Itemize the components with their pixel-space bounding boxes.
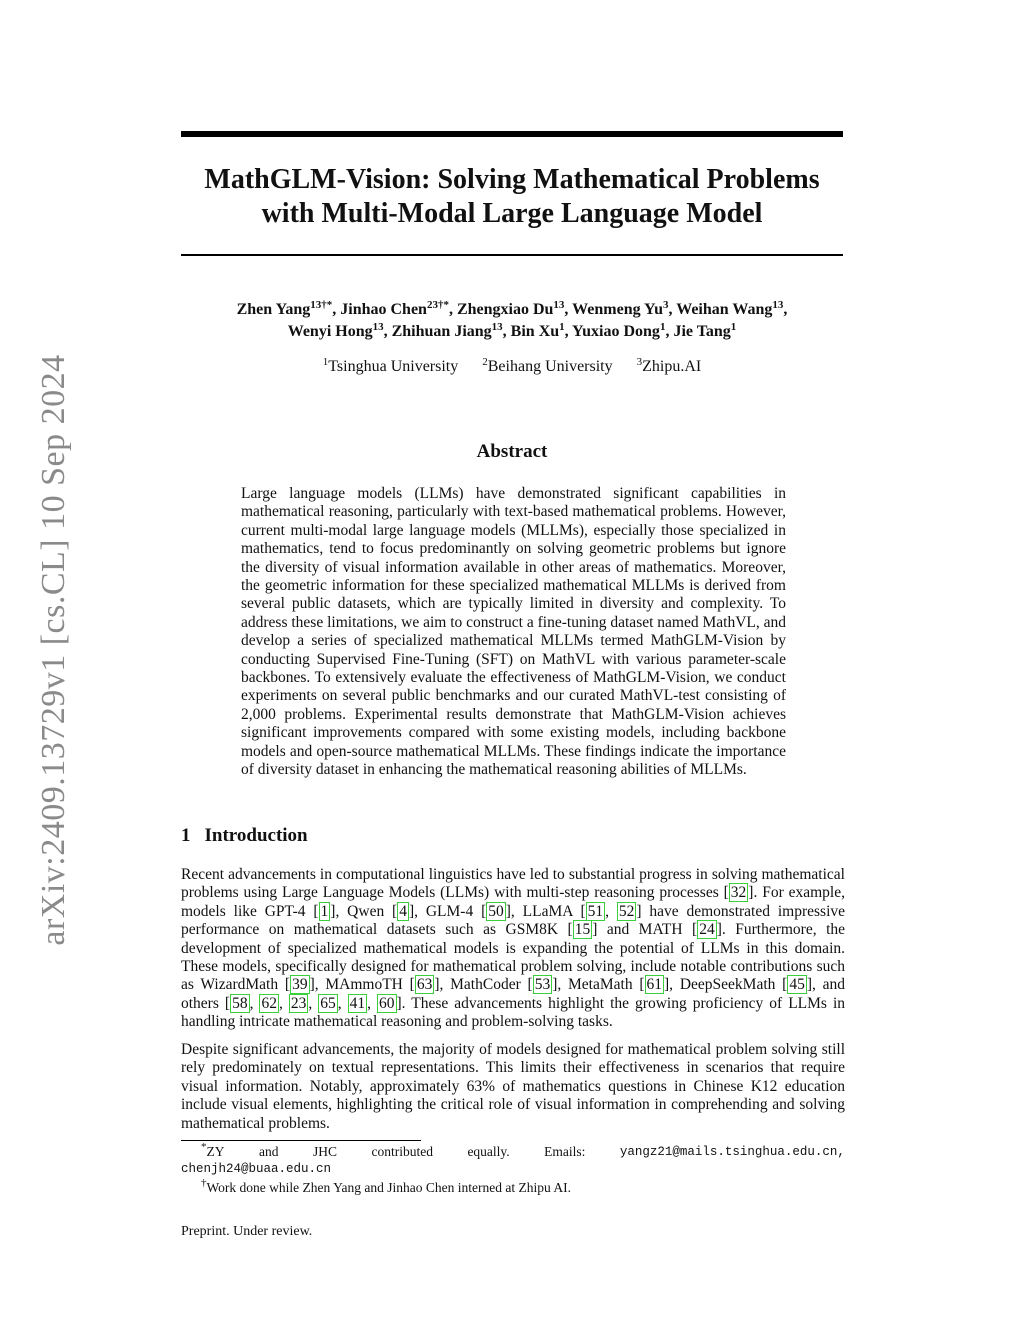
citation-link[interactable]: 32 — [730, 884, 747, 902]
author-sup: 13†* — [310, 299, 333, 311]
citation-link[interactable]: 4 — [399, 902, 407, 920]
email-link[interactable]: yangz21@mails.tsinghua.edu.cn, — [619, 1145, 845, 1159]
paper-title — [181, 163, 843, 231]
citation-link[interactable]: 39 — [292, 976, 308, 994]
paragraph-text: ]. For example, models like GPT-4 [ — [181, 884, 845, 920]
paragraph-text: Recent advancements in computational linguistics have led to substantial progress in solving mathematical problems using Large Language Models (LLMs) with multi-step reasoning processes [ — [181, 866, 845, 902]
author-sup: 13 — [772, 299, 784, 311]
author-name: Zhihuan Jiang — [391, 323, 492, 340]
citation-link[interactable]: 24 — [699, 921, 715, 939]
title-rule-top — [181, 131, 843, 137]
citation-link[interactable]: 58 — [232, 994, 248, 1012]
citation-link[interactable]: 51 — [587, 902, 604, 920]
author-line-1: Zhen Yang$^{13\dagger*}$, Jinhao Chen$^{23\dagger*}$, Zhengxiao Du$^{13}$, Wenmeng Yu$^3$, Weihan Wang$^{13}$, — [236, 299, 788, 318]
paragraph-text: ], Qwen [ — [330, 902, 398, 920]
footnote-word: Emails: — [544, 1144, 586, 1159]
author-name: Zhengxiao Du — [456, 301, 554, 318]
paragraph-text: , — [249, 994, 260, 1012]
author-sup: 1 — [659, 321, 666, 333]
footnote-mark: * — [201, 1141, 207, 1153]
author-sup: 3 — [662, 299, 669, 311]
abstract-heading: Abstract — [476, 441, 548, 462]
footnote-2 — [181, 1177, 865, 1197]
email-link[interactable]: chenjh24@buaa.edu.cn — [181, 1161, 332, 1176]
author-sup: 1 — [559, 321, 565, 333]
author-name: Jie Tang — [673, 323, 731, 340]
affiliation — [637, 358, 702, 375]
author-sup: 23†* — [426, 299, 449, 311]
citation-link[interactable]: 65 — [320, 994, 336, 1012]
footnote-word: ZY — [206, 1144, 225, 1159]
citation-link[interactable]: 41 — [349, 994, 366, 1012]
footnote-word: and — [258, 1144, 279, 1159]
paragraph-text: , — [278, 994, 289, 1012]
citation-link[interactable]: 52 — [618, 902, 635, 920]
author-sup: 13 — [553, 299, 565, 311]
author-name: Zhen Yang — [236, 301, 311, 318]
paragraph-text: , — [605, 902, 617, 920]
section-heading — [181, 825, 308, 847]
paragraph-text: ], MetaMath [ — [552, 976, 645, 994]
paragraph-text: , — [337, 994, 348, 1012]
author-list — [181, 299, 843, 343]
intro-paragraph-1 — [181, 866, 845, 1032]
citation-link[interactable]: 61 — [646, 976, 663, 994]
author-name: Wenmeng Yu — [572, 301, 663, 318]
paragraph-text: ], DeepSeekMath [ — [664, 976, 788, 994]
citation-link[interactable]: 60 — [379, 994, 395, 1012]
paragraph-text: ], MathCoder [ — [434, 976, 533, 994]
affiliation-name: Beihang University — [487, 358, 613, 375]
paragraph-text: ], LLaMA [ — [505, 902, 586, 920]
citation-link[interactable]: 23 — [290, 994, 307, 1012]
section-number: 1 — [181, 825, 191, 846]
section-title: Introduction — [204, 825, 308, 846]
citation-link[interactable]: 50 — [488, 902, 504, 920]
author-name: Weihan Wang — [676, 301, 773, 318]
title-line-2: with Multi-Modal Large Language Model — [261, 198, 763, 229]
citation-link[interactable]: 63 — [416, 976, 433, 994]
title-rule-bottom — [181, 254, 843, 256]
author-sup: 1 — [730, 321, 737, 333]
paragraph-text: , — [367, 994, 378, 1012]
author-sup: 13 — [491, 321, 503, 333]
affiliation-name: Zhipu.AI — [642, 358, 702, 375]
footnote-word: contributed — [371, 1144, 433, 1159]
citation-link[interactable]: 15 — [574, 921, 591, 939]
citation-link[interactable]: 45 — [789, 976, 805, 994]
author-name: Yuxiao Dong — [572, 323, 660, 340]
arxiv-identifier: arXiv:2409.13729v1 [cs.CL] 10 Sep 2024 — [35, 354, 72, 946]
abstract-body: Large language models (LLMs) have demonstrated significant capabilities in mathematical reasoning, particularly with text-based mathematical problems. However, current multi-modal large language models (MLLMs), especially those specialized in mathematics, tend to focus predominantly on solving geometric problems but ignore the diversity of visual information available in other areas of mathematics. Moreover, the geometric information for these specialized mathematical MLLMs is derived from several public datasets, which are typically limited in diversity and complexity. To address these limitations, we aim to construct a fine-tuning dataset named MathVL, and develop a series of specialized mathematical MLLMs termed MathGLM-Vision by conducting Supervised Fine-Tuning (SFT) on MathVL with various parameter-scale backbones. To extensively evaluate the effectiveness of MathGLM-Vision, we conduct experiments on several public benchmarks and our curated MathVL-test consisting of 2,000 problems. Experimental results demonstrate that MathGLM-Vision achieves significant improvements compared with some existing models, including backbone models and open-source mathematical MLLMs. These findings indicate the importance of diversity dataset in enhancing the mathematical reasoning abilities of MLLMs. — [241, 485, 786, 779]
affiliation — [482, 358, 612, 375]
footnote-mark: † — [201, 1177, 207, 1189]
paragraph-text: ] and MATH [ — [592, 921, 698, 939]
citation-link[interactable]: 53 — [534, 976, 551, 994]
affiliation-name: Tsinghua University — [328, 358, 459, 375]
footnote-word: equally. — [467, 1144, 510, 1159]
preprint-notice: Preprint. Under review. — [181, 1224, 313, 1239]
author-line-2: Wenyi Hong$^{13}$, Zhihuan Jiang$^{13}$, Bin Xu$^1$, Yuxiao Dong$^1$, Jie Tang$^1$ — [287, 321, 737, 340]
author-sup: 13 — [372, 321, 384, 333]
paragraph-text: ]. These advancements highlight the growing proficiency of LLMs in handling intricate mathematical reasoning and problem-solving tasks. — [181, 994, 846, 1031]
author-name: Wenyi Hong — [287, 323, 373, 340]
paragraph-text: ] have demonstrated impressive performance on mathematical datasets such as GSM8K [ — [181, 902, 845, 939]
footnote-1-start — [201, 1141, 225, 1161]
paragraph-text: ], MAmmoTH [ — [309, 976, 415, 994]
affiliation-sup: 3 — [636, 356, 643, 368]
affiliation-sup: 1 — [322, 356, 329, 368]
author-name: Bin Xu — [510, 323, 560, 340]
footnote-1-line — [181, 1141, 845, 1161]
affiliation-sup: 2 — [482, 356, 488, 368]
intro-paragraph-2: Despite significant advancements, the majority of models designed for mathematical problem solving still rely predominately on textual representations. This limits their effectiveness in scenarios that require visual information. Notably, approximately 63% of mathematics questions in Chinese K12 education include visual elements, highlighting the critical role of visual information in comprehending and solving mathematical problems. — [181, 1041, 845, 1132]
footnote-text: Work done while Zhen Yang and Jinhao Chen interned at Zhipu AI. — [206, 1180, 571, 1195]
author-name: Jinhao Chen — [340, 301, 427, 318]
footnote-word: JHC — [312, 1144, 337, 1159]
paragraph-text: ], GLM-4 [ — [408, 902, 487, 920]
footnote-1 — [181, 1141, 845, 1177]
paragraph-text: ]. Furthermore, the development of specialized mathematical models is expanding the potential of LLMs in this domain. These models, specifically designed for mathematical problem solving, include notable contributions such as WizardMath [ — [181, 921, 846, 994]
title-line-1: MathGLM-Vision: Solving Mathematical Problems — [204, 164, 820, 195]
citation-link[interactable]: 1 — [320, 902, 329, 920]
affiliation-list — [181, 356, 843, 378]
paragraph-text: , — [308, 994, 319, 1012]
footnote-rule — [181, 1140, 421, 1141]
affiliation — [323, 358, 458, 375]
citation-link[interactable]: 62 — [261, 994, 277, 1012]
paragraph-text: ], and others [ — [181, 976, 846, 1012]
